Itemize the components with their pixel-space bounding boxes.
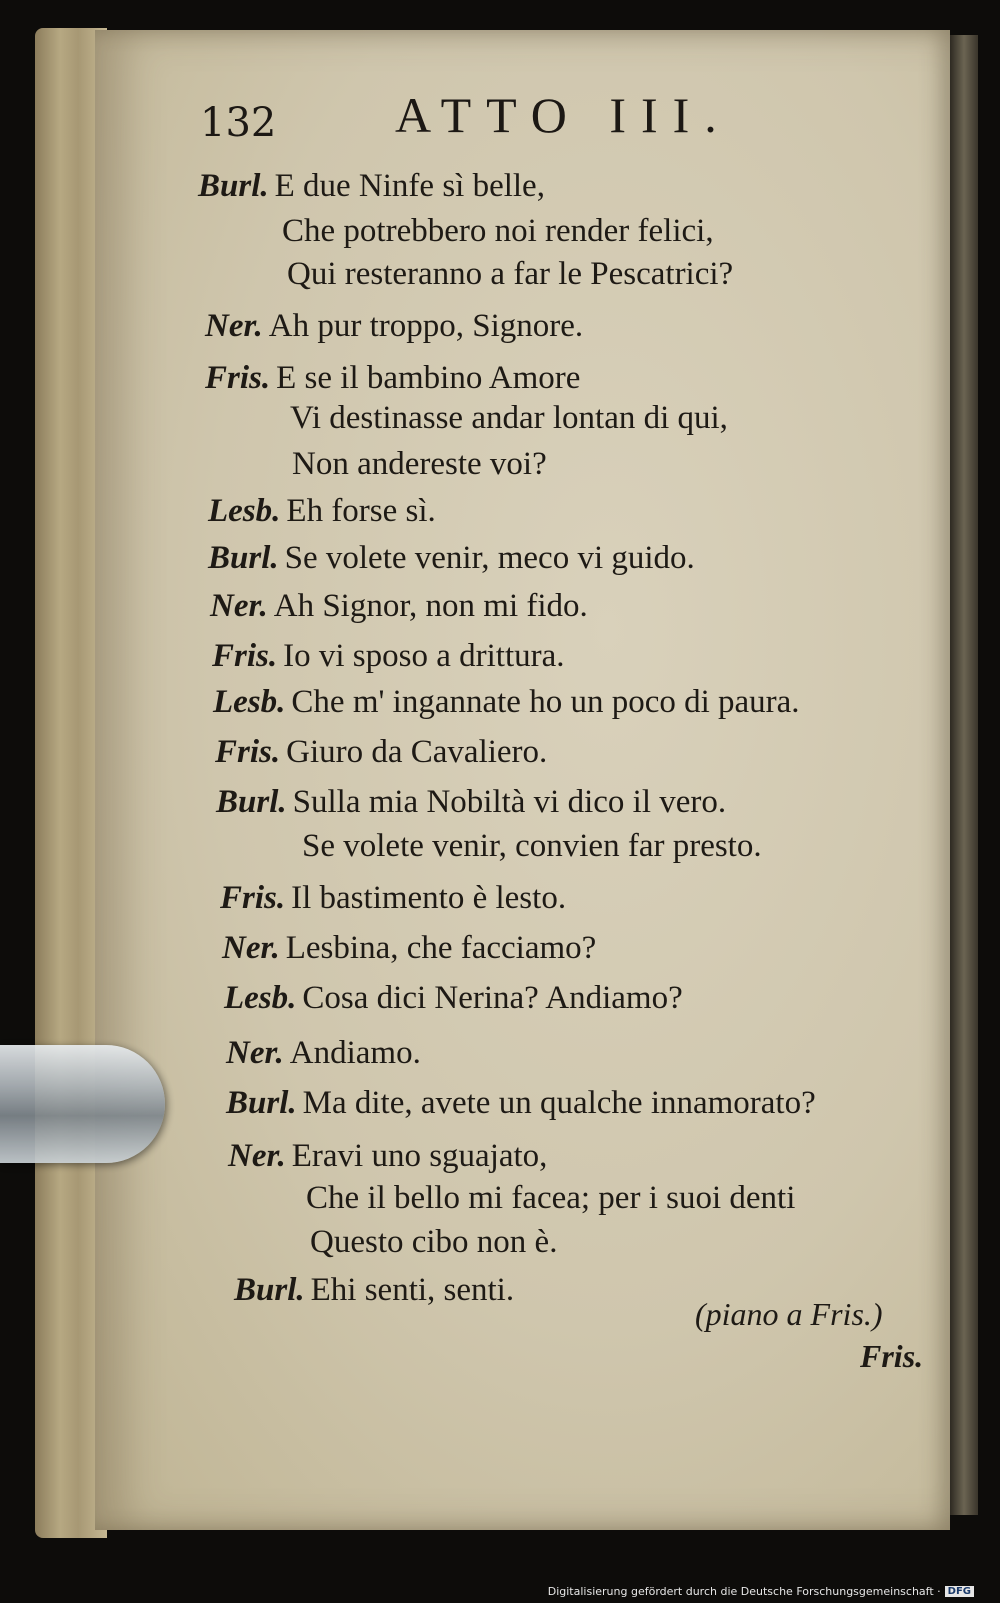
verse-text: Giuro da Cavaliero. <box>286 734 548 770</box>
verse-line <box>228 1138 547 1175</box>
verse-text: Io vi sposo a drittura. <box>283 638 565 674</box>
verse-text: Qui resteranno a far le Pescatrici? <box>287 256 734 292</box>
verse-text: Se volete venir, meco vi guido. <box>284 540 695 576</box>
verse-line <box>208 540 695 577</box>
verse-line <box>282 213 714 250</box>
verse-line <box>205 308 583 345</box>
verse-line <box>302 828 762 865</box>
verse-text: Che potrebbero noi render felici, <box>282 213 714 249</box>
verse-line <box>198 168 545 205</box>
verse-text: Che m' ingannate ho un poco di paura. <box>291 684 800 720</box>
speaker-label: Ner. <box>205 308 263 344</box>
verse-line <box>226 1085 816 1122</box>
verse-text: Ah Signor, non mi fido. <box>273 588 588 624</box>
catchword: Fris. <box>860 1338 924 1374</box>
speaker-label: Ner. <box>228 1138 286 1174</box>
speaker-label: Lesb. <box>213 684 286 720</box>
verse-text: Se volete venir, convien far presto. <box>302 828 762 864</box>
speaker-label: Ner. <box>210 588 268 624</box>
verse-text: Il bastimento è lesto. <box>291 880 567 916</box>
speaker-label: Burl. <box>208 540 279 576</box>
verse-line <box>222 930 596 967</box>
verse-text: Questo cibo non è. <box>310 1224 558 1260</box>
verse-line <box>310 1224 557 1261</box>
verse-text: Ehi senti, senti. <box>310 1272 515 1308</box>
verse-line <box>210 588 588 625</box>
verse-line <box>224 980 683 1017</box>
verse-line <box>208 493 436 530</box>
speaker-label: Fris. <box>205 360 271 396</box>
verse-line <box>205 360 580 397</box>
verse-text: Vi destinasse andar lontan di qui, <box>290 400 728 436</box>
dfg-logo-icon: DFG <box>945 1586 974 1597</box>
speaker-label: Fris. <box>212 638 278 674</box>
speaker-label: Burl. <box>198 168 269 204</box>
page-clip <box>0 1045 165 1163</box>
verse-line <box>306 1180 795 1217</box>
speaker-label: Fris. <box>215 734 281 770</box>
speaker-label: Lesb. <box>208 493 281 529</box>
stage-direction: (piano a Fris.) <box>695 1296 883 1332</box>
footer-credit: Digitalisierung gefördert durch die Deutsche Forschungsgemeinschaft · <box>547 1585 941 1598</box>
speaker-label: Lesb. <box>224 980 297 1016</box>
verse-line <box>215 734 547 771</box>
verse-line <box>234 1272 514 1309</box>
verse-text: Sulla mia Nobiltà vi dico il vero. <box>292 784 727 820</box>
verse-text: Non andereste voi? <box>292 446 547 482</box>
next-page-edge <box>950 35 978 1515</box>
verse-text: Andiamo. <box>289 1035 421 1071</box>
verse-text: Eh forse sì. <box>286 493 436 529</box>
verse-line <box>226 1035 421 1072</box>
verse-line <box>292 446 547 483</box>
verse-text: E due Ninfe sì belle, <box>274 168 545 204</box>
verse-line <box>213 684 800 721</box>
speaker-label: Burl. <box>226 1085 297 1121</box>
digitization-footer <box>548 1585 974 1598</box>
verse-line <box>290 400 728 437</box>
speaker-label: Fris. <box>220 880 286 916</box>
act-title: ATTO III. <box>395 87 732 143</box>
verse-line <box>287 256 733 293</box>
speaker-label: Burl. <box>216 784 287 820</box>
verse-text: Che il bello mi facea; per i suoi denti <box>306 1180 796 1216</box>
verse-text: Lesbina, che facciamo? <box>285 930 597 966</box>
verse-line <box>212 638 565 675</box>
verse-line <box>220 880 566 917</box>
speaker-label: Ner. <box>226 1035 284 1071</box>
running-head <box>200 86 760 146</box>
speaker-label: Ner. <box>222 930 280 966</box>
verse-line <box>216 784 726 821</box>
verse-text: E se il bambino Amore <box>276 360 581 396</box>
verse-text: Ma dite, avete un qualche innamorato? <box>302 1085 816 1121</box>
verse-text: Eravi uno sguajato, <box>291 1138 548 1174</box>
verse-text: Ah pur troppo, Signore. <box>268 308 584 344</box>
speaker-label: Burl. <box>234 1272 305 1308</box>
verse-text: Cosa dici Nerina? Andiamo? <box>302 980 683 1016</box>
page-number: 132 <box>200 100 277 146</box>
